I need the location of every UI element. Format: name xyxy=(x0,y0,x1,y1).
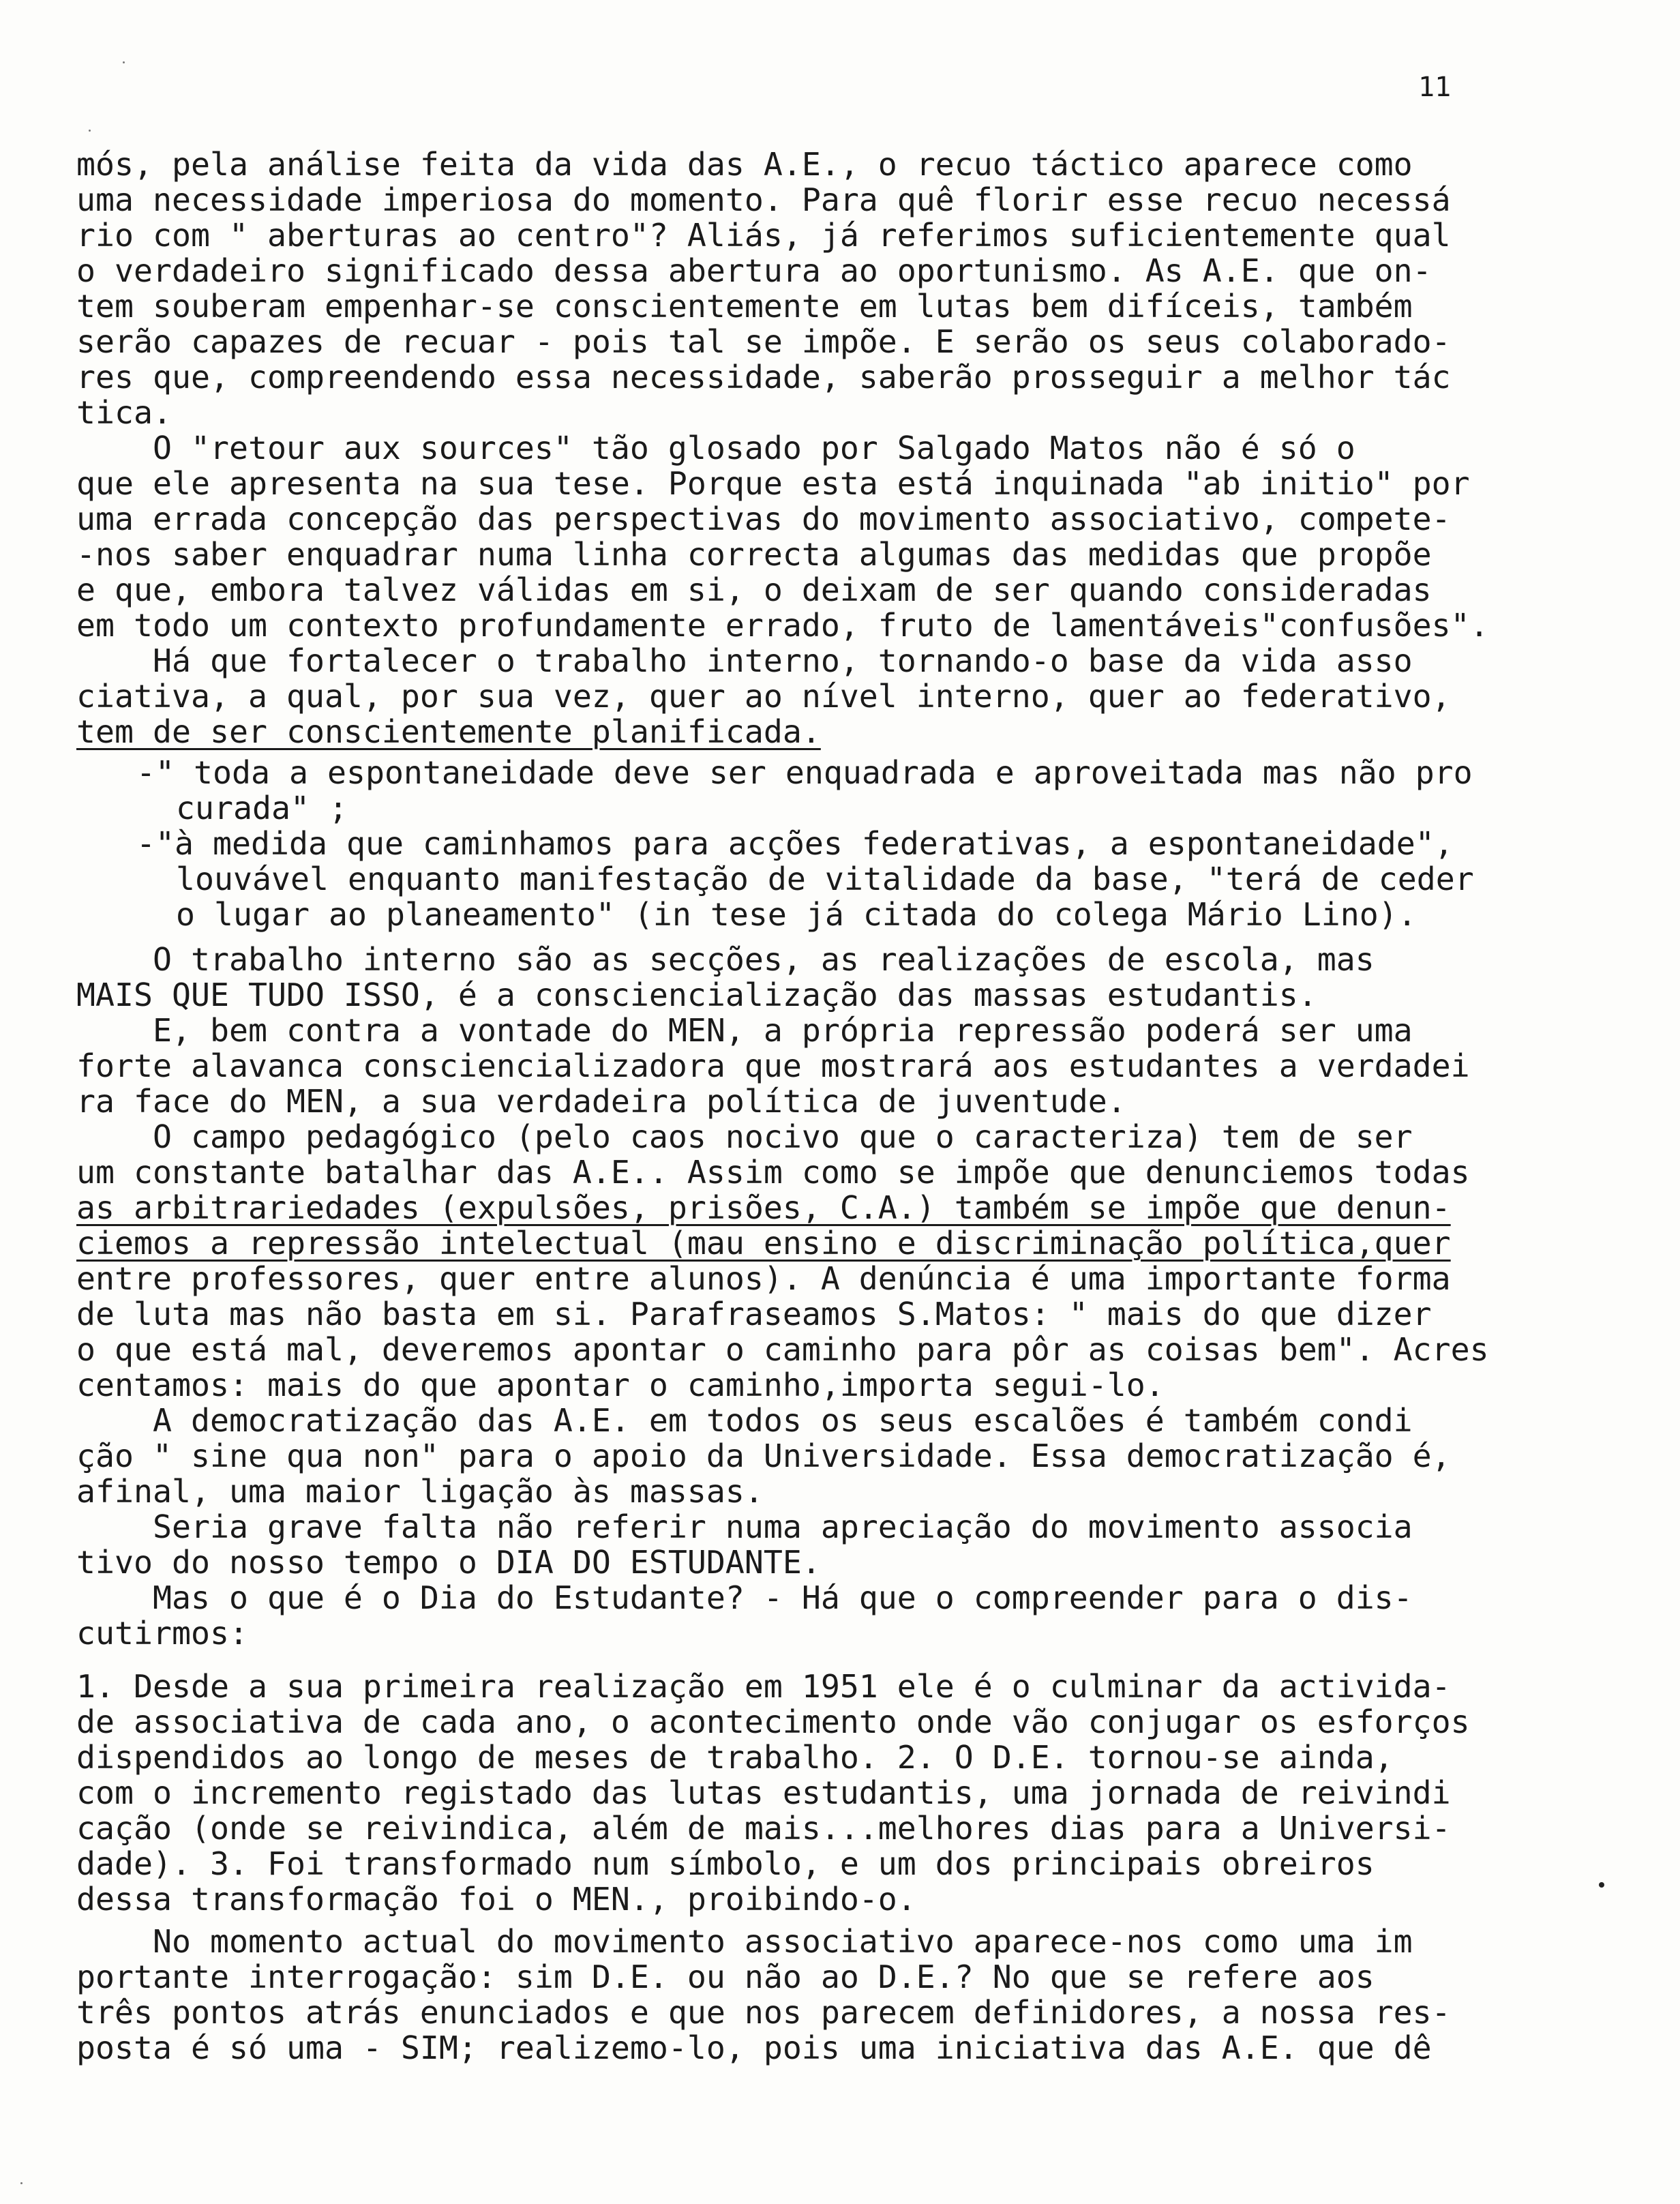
text-line: de luta mas não basta em si. Parafraseamos S.Matos: " mais do que dizer xyxy=(76,1296,1432,1332)
text-line: o que está mal, deveremos apontar o caminho para pôr as coisas bem". Acres xyxy=(76,1331,1489,1368)
text-line: dispendidos ao longo de meses de trabalho. 2. O D.E. tornou-se ainda, xyxy=(76,1739,1394,1776)
text-line: o verdadeiro significado dessa abertura ao oportunismo. As A.E. que on- xyxy=(76,252,1432,289)
text-line: 1. Desde a sua primeira realização em 1951 ele é o culminar da actividа- xyxy=(76,1668,1451,1705)
text-line: ra face do MEN, a sua verdadeira política de juventude. xyxy=(76,1083,1126,1120)
text-line: mós, pela análise feita da vida das A.E., o recuo táctico aparece como xyxy=(76,146,1413,183)
quote-line: o lugar ao planeamento" (in tese já citada do colega Mário Lino). xyxy=(176,896,1417,933)
text-line: forte alavanca consciencializadora que mostrará aos estudantes a verdadei xyxy=(76,1047,1470,1084)
text-line: MAIS QUE TUDO ISSO, é a consciencialização das massas estudantis. xyxy=(76,977,1317,1013)
text-line: em todo um contexto profundamente errado, fruto de lamentáveis"confusões". xyxy=(76,607,1489,644)
ink-dot xyxy=(1599,1882,1604,1888)
text-line: serão capazes de recuar - pois tal se impõe. E serão os seus colaborado- xyxy=(76,323,1451,360)
text-line: ciemos a repressão intelectual (mau ensino e discriminação política,quer xyxy=(76,1225,1451,1262)
quote-line: -" toda a espontaneidade deve ser enquadrada e aproveitada mas não pro xyxy=(136,754,1473,791)
text-line: posta é só uma - SIM; realizemo-lo, pois uma iniciativa das A.E. que dê xyxy=(76,2029,1432,2066)
text-line: Seria grave falta não referir numa apreciação do movimento associa xyxy=(76,1508,1413,1545)
text-line: res que, compreendendo essa necessidade, saberão prosseguir a melhor tác xyxy=(76,359,1451,396)
text-line: A democratização das A.E. em todos os seus escalões é também condi xyxy=(76,1402,1413,1439)
text-line: cação (onde se reivindica, além de mais...melhores dias para a Universi- xyxy=(76,1810,1451,1847)
text-line: três pontos atrás enunciados e que nos parecem definidores, a nossa res- xyxy=(76,1994,1451,2031)
text-line: portante interrogação: sim D.E. ou não ao D.E.? No que se refere aos xyxy=(76,1959,1375,1995)
text-line: tem de ser conscientemente planificada. xyxy=(76,713,821,750)
text-line: ciativa, a qual, por sua vez, quer ao nível interno, quer ao federativo, xyxy=(76,678,1451,715)
text-line: tem souberam empenhar-se conscientemente em lutas bem difíceis, também xyxy=(76,288,1413,325)
paper-speck xyxy=(123,61,125,63)
text-line: uma errada concepção das perspectivas do movimento associativo, compete- xyxy=(76,501,1451,537)
text-line: Há que fortalecer o trabalho interno, tornando-o base da vida asso xyxy=(76,642,1413,679)
text-line: entre professores, quer entre alunos). A denúncia é uma importante forma xyxy=(76,1260,1451,1297)
text-line: uma necessidade imperiosa do momento. Para quê florir esse recuo necessá xyxy=(76,181,1451,218)
paper-speck xyxy=(89,130,91,132)
text-line: Mas o que é o Dia do Estudante? - Há que o compreender para o dis- xyxy=(76,1579,1413,1616)
quote-line: -"à medida que caminhamos para acções federativas, a espontaneidade", xyxy=(136,825,1454,862)
text-line: ção " sine qua non" para o apoio da Universidade. Essa democratização é, xyxy=(76,1438,1451,1474)
text-line: tica. xyxy=(76,394,172,431)
text-line: -nos saber enquadrar numa linha correcta algumas das medidas que propõe xyxy=(76,536,1432,573)
text-line: tivo do nosso tempo o DIA DO ESTUDANTE. xyxy=(76,1544,821,1581)
text-line: O "retour aux sources" tão glosado por Salgado Matos não é só o xyxy=(76,430,1355,466)
page-number: 11 xyxy=(1418,72,1452,103)
text-line: E, bem contra a vontade do MEN, a própria repressão poderá ser uma xyxy=(76,1012,1413,1049)
text-line: de associativa de cada ano, o acontecimento onde vão conjugar os esforços xyxy=(76,1703,1470,1740)
text-line: afinal, uma maior ligação às massas. xyxy=(76,1473,764,1510)
text-line: que ele apresenta na sua tese. Porque esta está inquinada "ab initio" por xyxy=(76,465,1470,502)
text-line: as arbitrariedades (expulsões, prisões, C.A.) também se impõe que denun- xyxy=(76,1189,1451,1226)
text-line: rio com " aberturas ao centro"? Aliás, já referimos suficientemente qual xyxy=(76,217,1451,254)
text-line: centamos: mais do que apontar o caminho,importa segui-lo. xyxy=(76,1367,1165,1403)
text-line: dessa transformação foi o MEN., proibindo-o. xyxy=(76,1881,916,1918)
quote-line: curada" ; xyxy=(176,790,348,827)
paper-speck xyxy=(20,2182,22,2184)
text-line: O campo pedagógico (pelo caos nocivo que o caracteriza) tem de ser xyxy=(76,1118,1413,1155)
text-line: O trabalho interno são as secções, as realizações de escola, mas xyxy=(76,941,1375,978)
text-line: cutirmos: xyxy=(76,1615,248,1652)
text-line: No momento actual do movimento associativo aparece-nos como uma im xyxy=(76,1923,1413,1960)
text-line: um constante batalhar das A.E.. Assim como se impõe que denunciemos todas xyxy=(76,1154,1470,1191)
text-line: com o incremento registado das lutas estudantis, uma jornada de reivindi xyxy=(76,1774,1451,1811)
text-line: dade). 3. Foi transformado num símbolo, e um dos principais obreiros xyxy=(76,1845,1375,1882)
quote-line: louvável enquanto manifestação de vitalidade da base, "terá de ceder xyxy=(176,861,1474,897)
text-line: e que, embora talvez válidas em si, o deixam de ser quando consideradas xyxy=(76,571,1432,608)
